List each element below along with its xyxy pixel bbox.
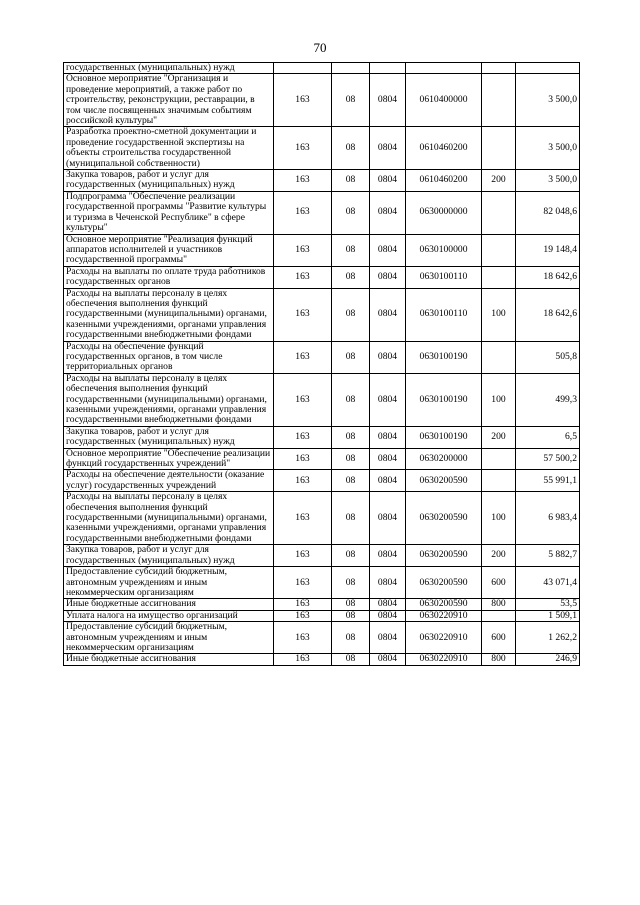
cell-subsection-code: 0804 bbox=[370, 567, 406, 599]
table-row bbox=[64, 127, 580, 170]
cell-amount: 1 509,1 bbox=[516, 610, 580, 621]
cell-ministry-code: 163 bbox=[274, 266, 332, 288]
cell-row-name: Основное мероприятие "Обеспечение реализации функций государственных учреждений" bbox=[64, 448, 274, 470]
cell-subsection-code: 0804 bbox=[370, 492, 406, 545]
cell-target-article-code: 0610400000 bbox=[406, 74, 482, 127]
cell-amount: 53,5 bbox=[516, 599, 580, 610]
cell-target-article-code: 0630220910 bbox=[406, 654, 482, 665]
cell-row-name: Иные бюджетные ассигнования bbox=[64, 599, 274, 610]
cell-expense-type-code bbox=[482, 266, 516, 288]
cell-expense-type-code: 800 bbox=[482, 654, 516, 665]
cell-subsection-code: 0804 bbox=[370, 266, 406, 288]
cell-amount: 55 991,1 bbox=[516, 470, 580, 492]
cell-expense-type-code: 200 bbox=[482, 426, 516, 448]
table-row bbox=[64, 610, 580, 621]
cell-subsection-code: 0804 bbox=[370, 610, 406, 621]
cell-ministry-code: 163 bbox=[274, 170, 332, 192]
table-row bbox=[64, 170, 580, 192]
table-row bbox=[64, 599, 580, 610]
cell-ministry-code bbox=[274, 63, 332, 74]
cell-target-article-code: 0610460200 bbox=[406, 127, 482, 170]
cell-expense-type-code bbox=[482, 127, 516, 170]
cell-expense-type-code: 200 bbox=[482, 545, 516, 567]
cell-subsection-code: 0804 bbox=[370, 341, 406, 373]
cell-row-name: Расходы на выплаты персоналу в целях обеспечения выполнения функций государственными (муниципальными) органами, казенными учреждениями, органами управления государственными внебюджетными фондами bbox=[64, 288, 274, 341]
cell-ministry-code: 163 bbox=[274, 74, 332, 127]
cell-section-code: 08 bbox=[332, 622, 370, 654]
cell-expense-type-code: 100 bbox=[482, 373, 516, 426]
cell-amount: 57 500,2 bbox=[516, 448, 580, 470]
table-row bbox=[64, 74, 580, 127]
cell-target-article-code: 0630200590 bbox=[406, 599, 482, 610]
cell-target-article-code: 0630100110 bbox=[406, 266, 482, 288]
cell-subsection-code: 0804 bbox=[370, 191, 406, 234]
cell-subsection-code: 0804 bbox=[370, 470, 406, 492]
cell-row-name: Подпрограмма "Обеспечение реализации государственной программы "Развитие культуры и туризма в Чеченской Республике" в сфере культуры" bbox=[64, 191, 274, 234]
cell-subsection-code: 0804 bbox=[370, 448, 406, 470]
cell-target-article-code: 0630100190 bbox=[406, 373, 482, 426]
cell-row-name: Расходы на обеспечение функций государственных органов, в том числе территориальных органов bbox=[64, 341, 274, 373]
cell-row-name: Расходы на выплаты персоналу в целях обеспечения выполнения функций государственными (муниципальными) органами, казенными учреждениями, органами управления государственными внебюджетными фондами bbox=[64, 492, 274, 545]
cell-target-article-code: 0630200590 bbox=[406, 470, 482, 492]
cell-section-code bbox=[332, 63, 370, 74]
cell-ministry-code: 163 bbox=[274, 654, 332, 665]
cell-ministry-code: 163 bbox=[274, 191, 332, 234]
cell-amount: 6,5 bbox=[516, 426, 580, 448]
cell-row-name: Расходы на выплаты персоналу в целях обеспечения выполнения функций государственными (муниципальными) органами, казенными учреждениями, органами управления государственными внебюджетными фондами bbox=[64, 373, 274, 426]
table-row bbox=[64, 373, 580, 426]
table-row bbox=[64, 567, 580, 599]
table-row bbox=[64, 191, 580, 234]
cell-section-code: 08 bbox=[332, 191, 370, 234]
cell-amount: 19 148,4 bbox=[516, 234, 580, 266]
budget-table bbox=[63, 62, 580, 666]
cell-ministry-code: 163 bbox=[274, 622, 332, 654]
table-row bbox=[64, 492, 580, 545]
cell-section-code: 08 bbox=[332, 610, 370, 621]
table-row bbox=[64, 622, 580, 654]
table-row bbox=[64, 63, 580, 74]
cell-ministry-code: 163 bbox=[274, 127, 332, 170]
cell-row-name: Закупка товаров, работ и услуг для государственных (муниципальных) нужд bbox=[64, 545, 274, 567]
cell-expense-type-code bbox=[482, 234, 516, 266]
cell-target-article-code: 0630100190 bbox=[406, 341, 482, 373]
cell-expense-type-code bbox=[482, 74, 516, 127]
cell-amount: 5 882,7 bbox=[516, 545, 580, 567]
cell-ministry-code: 163 bbox=[274, 426, 332, 448]
cell-amount: 43 071,4 bbox=[516, 567, 580, 599]
cell-ministry-code: 163 bbox=[274, 373, 332, 426]
cell-section-code: 08 bbox=[332, 567, 370, 599]
cell-ministry-code: 163 bbox=[274, 448, 332, 470]
cell-row-name: Предоставление субсидий бюджетным, автономным учреждениям и иным некоммерческим организациям bbox=[64, 622, 274, 654]
cell-expense-type-code bbox=[482, 63, 516, 74]
cell-expense-type-code: 800 bbox=[482, 599, 516, 610]
table-row bbox=[64, 545, 580, 567]
cell-amount: 3 500,0 bbox=[516, 127, 580, 170]
cell-row-name: Уплата налога на имущество организаций bbox=[64, 610, 274, 621]
cell-section-code: 08 bbox=[332, 127, 370, 170]
cell-expense-type-code: 600 bbox=[482, 622, 516, 654]
cell-target-article-code bbox=[406, 63, 482, 74]
cell-ministry-code: 163 bbox=[274, 470, 332, 492]
cell-expense-type-code bbox=[482, 191, 516, 234]
cell-target-article-code: 0630200000 bbox=[406, 448, 482, 470]
cell-amount bbox=[516, 63, 580, 74]
cell-row-name: Основное мероприятие "Реализация функций аппаратов исполнителей и участников государственной программы" bbox=[64, 234, 274, 266]
cell-section-code: 08 bbox=[332, 426, 370, 448]
cell-subsection-code: 0804 bbox=[370, 599, 406, 610]
cell-section-code: 08 bbox=[332, 654, 370, 665]
table-row bbox=[64, 470, 580, 492]
cell-row-name: Иные бюджетные ассигнования bbox=[64, 654, 274, 665]
table-row bbox=[64, 266, 580, 288]
cell-amount: 18 642,6 bbox=[516, 288, 580, 341]
table-row bbox=[64, 234, 580, 266]
cell-target-article-code: 0630100190 bbox=[406, 426, 482, 448]
cell-amount: 246,9 bbox=[516, 654, 580, 665]
cell-ministry-code: 163 bbox=[274, 234, 332, 266]
cell-expense-type-code: 100 bbox=[482, 492, 516, 545]
cell-section-code: 08 bbox=[332, 470, 370, 492]
cell-expense-type-code: 200 bbox=[482, 170, 516, 192]
cell-target-article-code: 0630220910 bbox=[406, 610, 482, 621]
cell-expense-type-code bbox=[482, 470, 516, 492]
cell-subsection-code: 0804 bbox=[370, 654, 406, 665]
cell-amount: 505,8 bbox=[516, 341, 580, 373]
cell-amount: 18 642,6 bbox=[516, 266, 580, 288]
cell-target-article-code: 0630100000 bbox=[406, 234, 482, 266]
cell-section-code: 08 bbox=[332, 74, 370, 127]
cell-section-code: 08 bbox=[332, 234, 370, 266]
cell-expense-type-code: 600 bbox=[482, 567, 516, 599]
cell-subsection-code: 0804 bbox=[370, 545, 406, 567]
cell-row-name: Закупка товаров, работ и услуг для государственных (муниципальных) нужд bbox=[64, 426, 274, 448]
cell-section-code: 08 bbox=[332, 170, 370, 192]
cell-section-code: 08 bbox=[332, 266, 370, 288]
cell-subsection-code: 0804 bbox=[370, 373, 406, 426]
cell-target-article-code: 0630200590 bbox=[406, 567, 482, 599]
cell-amount: 82 048,6 bbox=[516, 191, 580, 234]
cell-row-name: Предоставление субсидий бюджетным, автономным учреждениям и иным некоммерческим организациям bbox=[64, 567, 274, 599]
cell-section-code: 08 bbox=[332, 599, 370, 610]
cell-amount: 3 500,0 bbox=[516, 170, 580, 192]
cell-section-code: 08 bbox=[332, 448, 370, 470]
cell-row-name: Основное мероприятие "Организация и проведение мероприятий, а также работ по строительству, реконструкции, реставрации, в том числе посвященных значимым событиям российской культуры" bbox=[64, 74, 274, 127]
table-row bbox=[64, 426, 580, 448]
cell-expense-type-code: 100 bbox=[482, 288, 516, 341]
cell-subsection-code: 0804 bbox=[370, 234, 406, 266]
cell-row-name: Расходы на обеспечение деятельности (оказание услуг) государственных учреждений bbox=[64, 470, 274, 492]
cell-amount: 1 262,2 bbox=[516, 622, 580, 654]
cell-target-article-code: 0630200590 bbox=[406, 492, 482, 545]
page-number: 70 bbox=[313, 40, 327, 55]
cell-subsection-code: 0804 bbox=[370, 74, 406, 127]
cell-ministry-code: 163 bbox=[274, 567, 332, 599]
cell-ministry-code: 163 bbox=[274, 599, 332, 610]
cell-subsection-code: 0804 bbox=[370, 426, 406, 448]
cell-ministry-code: 163 bbox=[274, 545, 332, 567]
cell-target-article-code: 0610460200 bbox=[406, 170, 482, 192]
cell-ministry-code: 163 bbox=[274, 288, 332, 341]
cell-ministry-code: 163 bbox=[274, 610, 332, 621]
cell-row-name: Расходы на выплаты по оплате труда работников государственных органов bbox=[64, 266, 274, 288]
cell-amount: 6 983,4 bbox=[516, 492, 580, 545]
cell-section-code: 08 bbox=[332, 341, 370, 373]
cell-target-article-code: 0630100110 bbox=[406, 288, 482, 341]
cell-row-name: Закупка товаров, работ и услуг для государственных (муниципальных) нужд bbox=[64, 170, 274, 192]
cell-subsection-code: 0804 bbox=[370, 288, 406, 341]
budget-table-body bbox=[64, 63, 580, 666]
table-row bbox=[64, 448, 580, 470]
cell-subsection-code: 0804 bbox=[370, 170, 406, 192]
cell-ministry-code: 163 bbox=[274, 492, 332, 545]
cell-target-article-code: 0630000000 bbox=[406, 191, 482, 234]
table-row bbox=[64, 288, 580, 341]
cell-expense-type-code bbox=[482, 448, 516, 470]
cell-section-code: 08 bbox=[332, 492, 370, 545]
cell-section-code: 08 bbox=[332, 545, 370, 567]
cell-expense-type-code bbox=[482, 610, 516, 621]
cell-expense-type-code bbox=[482, 341, 516, 373]
cell-section-code: 08 bbox=[332, 373, 370, 426]
table-row bbox=[64, 654, 580, 665]
cell-row-name: государственных (муниципальных) нужд bbox=[64, 63, 274, 74]
cell-amount: 499,3 bbox=[516, 373, 580, 426]
cell-subsection-code: 0804 bbox=[370, 127, 406, 170]
cell-subsection-code bbox=[370, 63, 406, 74]
table-row bbox=[64, 341, 580, 373]
cell-section-code: 08 bbox=[332, 288, 370, 341]
cell-amount: 3 500,0 bbox=[516, 74, 580, 127]
cell-row-name: Разработка проектно-сметной документации и проведение государственной экспертизы на объекты строительства государственной (муниципальной собственности) bbox=[64, 127, 274, 170]
cell-target-article-code: 0630200590 bbox=[406, 545, 482, 567]
cell-target-article-code: 0630220910 bbox=[406, 622, 482, 654]
cell-subsection-code: 0804 bbox=[370, 622, 406, 654]
cell-ministry-code: 163 bbox=[274, 341, 332, 373]
